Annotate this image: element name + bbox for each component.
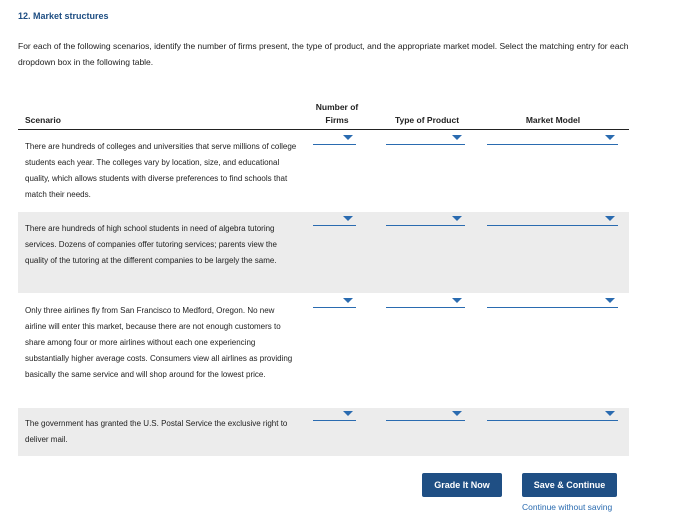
number-of-firms-dropdown[interactable] — [313, 297, 356, 308]
question-title: 12. Market structures — [18, 11, 109, 21]
caret-down-icon — [452, 411, 462, 416]
market-model-dropdown[interactable] — [487, 134, 618, 145]
caret-down-icon — [343, 135, 353, 140]
header-scenario: Scenario — [25, 115, 61, 125]
header-firms-line2: Firms — [325, 115, 349, 125]
scenario-text: There are hundreds of colleges and universities that serve millions of college students each year. The colleges vary by location, size, and educational quality, which allows students with diverse preferences to find schools that match their needs. — [25, 142, 297, 199]
type-of-product-dropdown[interactable] — [386, 134, 465, 145]
type-of-product-dropdown[interactable] — [386, 215, 465, 226]
header-type-of-product: Type of Product — [394, 115, 460, 125]
caret-down-icon — [452, 298, 462, 303]
type-of-product-dropdown[interactable] — [386, 410, 465, 421]
caret-down-icon — [452, 135, 462, 140]
table-row — [18, 293, 629, 408]
scenario-text: The government has granted the U.S. Postal Service the exclusive right to deliver mail. — [25, 419, 288, 444]
table-row — [18, 130, 629, 212]
number-of-firms-dropdown[interactable] — [313, 410, 356, 421]
caret-down-icon — [605, 411, 615, 416]
market-structures-table — [18, 100, 629, 456]
instructions: For each of the following scenarios, identify the number of firms present, the type of product, and the appropriate market model. Select the matching entry for each dropdown box in the following table. — [18, 41, 629, 67]
header-market-model: Market Model — [525, 115, 581, 125]
header-firms-line1: Number of — [315, 102, 359, 112]
caret-down-icon — [605, 298, 615, 303]
table-row — [18, 212, 629, 293]
caret-down-icon — [605, 216, 615, 221]
caret-down-icon — [605, 135, 615, 140]
caret-down-icon — [452, 216, 462, 221]
scenario-text: Only three airlines fly from San Francisco to Medford, Oregon. No new airline will enter this market, because there are not enough customers to share among four or more airlines without each one experiencing substantially higher average costs. Consumers view all airlines as providing basically the same service and will shop around for the lowest price. — [25, 306, 293, 379]
type-of-product-dropdown[interactable] — [386, 297, 465, 308]
table-row — [18, 408, 629, 456]
grade-it-now-button[interactable]: Grade It Now — [422, 473, 502, 497]
save-and-continue-button[interactable]: Save & Continue — [522, 473, 617, 497]
caret-down-icon — [343, 298, 353, 303]
scenario-text: There are hundreds of high school students in need of algebra tutoring services. Dozens of companies offer tutoring services; parents view the quality of the tutoring at the different companies to be largely the same. — [25, 224, 277, 265]
table-header — [18, 100, 629, 130]
market-model-dropdown[interactable] — [487, 410, 618, 421]
market-model-dropdown[interactable] — [487, 215, 618, 226]
market-model-dropdown[interactable] — [487, 297, 618, 308]
caret-down-icon — [343, 411, 353, 416]
number-of-firms-dropdown[interactable] — [313, 134, 356, 145]
continue-without-saving-link[interactable]: Continue without saving — [522, 502, 613, 512]
caret-down-icon — [343, 216, 353, 221]
number-of-firms-dropdown[interactable] — [313, 215, 356, 226]
header-number-of-firms — [312, 101, 362, 127]
